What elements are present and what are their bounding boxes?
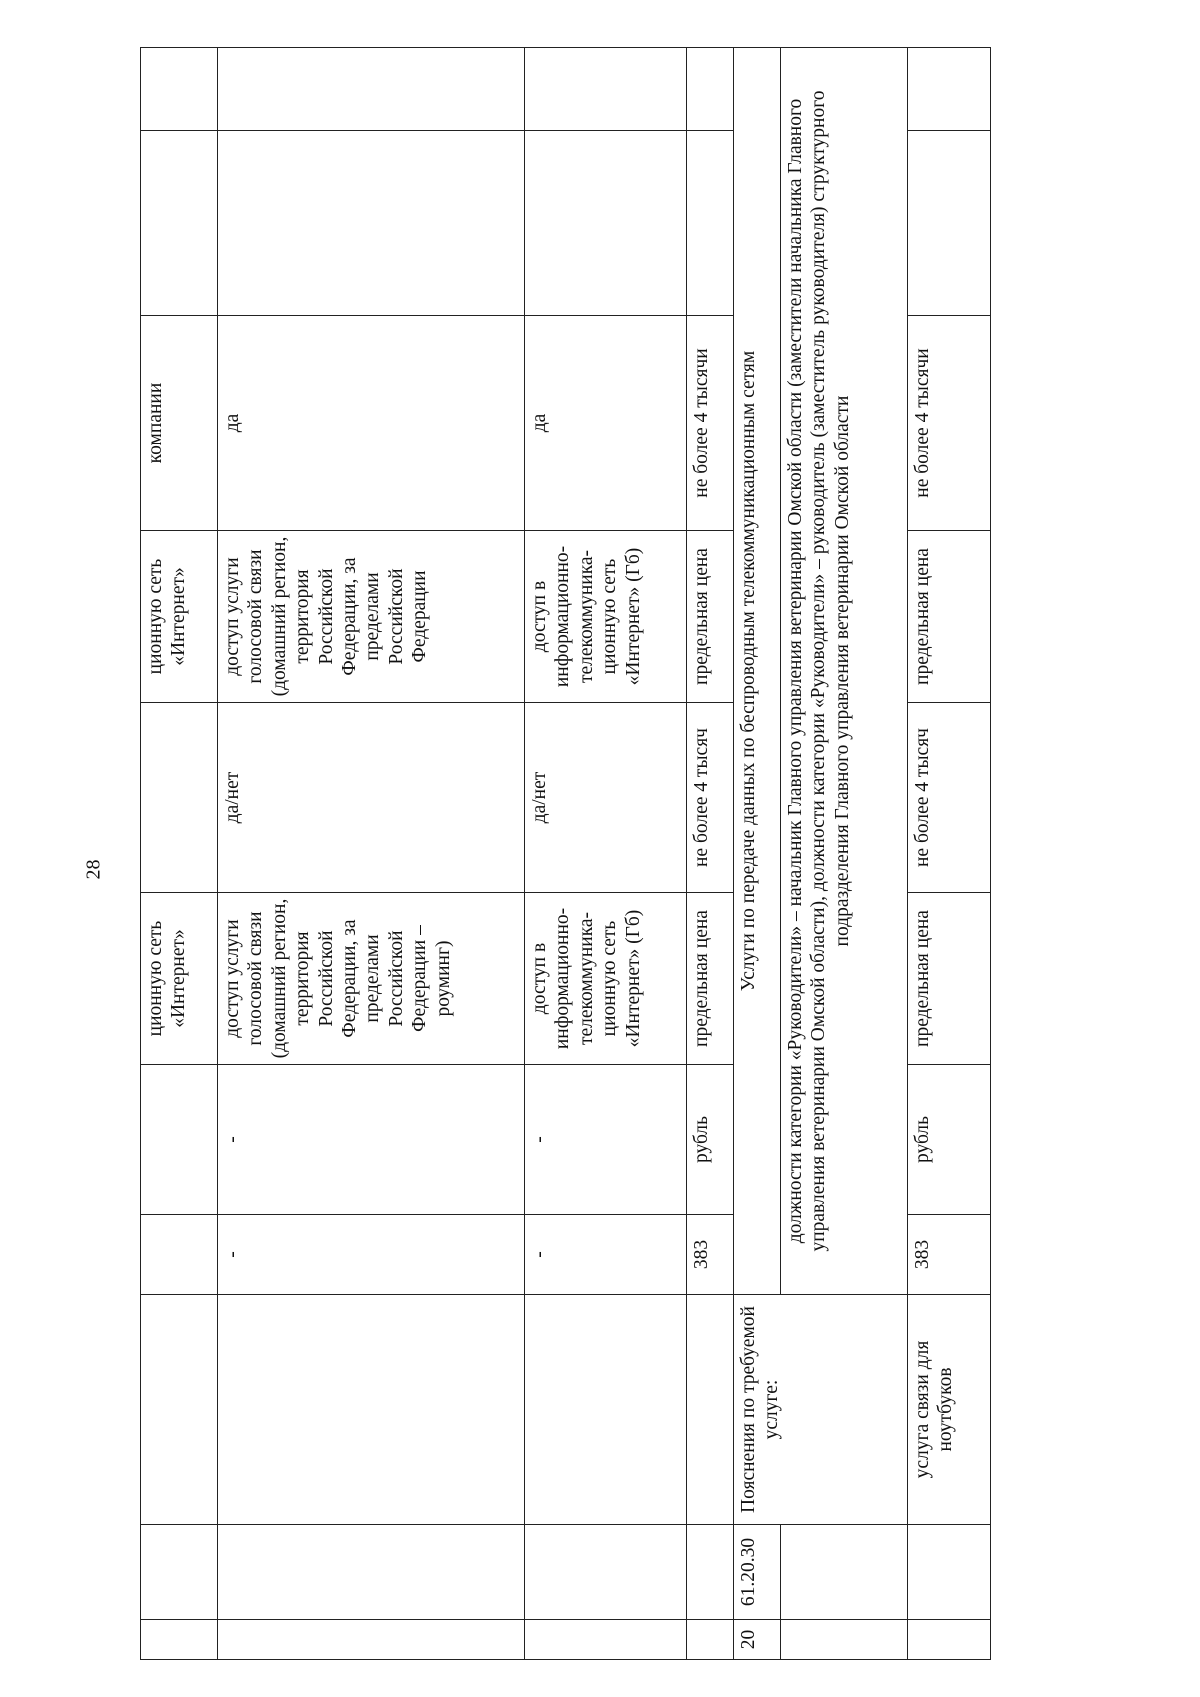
column-head: компании (141, 316, 218, 531)
rotated-table-page (140, 48, 1048, 1660)
table-row (734, 48, 781, 1660)
table-cell: не более 4 тысячи (908, 316, 991, 531)
table-cell: предельная цена (908, 893, 991, 1065)
column-head: ционную сеть «Интернет» (141, 893, 218, 1065)
page-number: 28 (82, 859, 105, 880)
column-head: ционную сеть «Интернет» (141, 531, 218, 703)
specification-table (140, 47, 991, 1660)
table-cell: не более 4 тысячи (687, 316, 734, 531)
table-cell: предельная цена (908, 531, 991, 703)
table-cell: да (525, 316, 687, 531)
table-cell: не более 4 тысяч (908, 703, 991, 893)
position-categories: должности категории «Руководители» – начальник Главного управления ветеринарии Омской области (заместители начальника Главного управления ветеринарии Омской области), должности категории «Руководители» – руководитель (заместитель руководителя) структурного подразделения Главного управления ветеринарии Омской области (781, 48, 908, 1295)
table-cell: - (525, 1065, 687, 1215)
table-row (218, 48, 525, 1660)
table-cell: да (218, 316, 525, 531)
table-cell: рубль (908, 1065, 991, 1215)
table-cell: предельная цена (687, 893, 734, 1065)
table-row (687, 48, 734, 1660)
table-cell: рубль (687, 1065, 734, 1215)
row-number: 20 (734, 1620, 781, 1660)
table-row (141, 48, 218, 1660)
table-cell: доступ в информационно-телекоммуника-ционную сеть «Интернет» (Гб) (525, 531, 687, 703)
table-cell: 383 (908, 1215, 991, 1295)
table-cell: да/нет (525, 703, 687, 893)
table-cell: - (525, 1215, 687, 1295)
service-title: Услуги по передаче данных по беспроводным телекоммуникационным сетям (734, 48, 781, 1295)
table-cell: - (218, 1065, 525, 1215)
table-cell: доступ услуги голосовой связи (домашний регион, территория Российской Федерации, за пределами Российской Федерации – роуминг) (218, 893, 525, 1065)
table-cell: - (218, 1215, 525, 1295)
table-cell: да/нет (218, 703, 525, 893)
explanation-label: Пояснения по требуемой услуге: (734, 1295, 908, 1525)
table-cell: доступ в информационно-телекоммуника-ционную сеть «Интернет» (Гб) (525, 893, 687, 1065)
table-cell: предельная цена (687, 531, 734, 703)
table-row (525, 48, 687, 1660)
laptop-service-label: услуга связи для ноутбуков (908, 1295, 991, 1525)
table-cell: не более 4 тысяч (687, 703, 734, 893)
okpd-code: 61.20.30 (734, 1525, 781, 1620)
table-cell: 383 (687, 1215, 734, 1295)
table-cell: доступ услуги голосовой связи (домашний регион, территория Российской Федерации, за пределами Российской Федерации (218, 531, 525, 703)
table-row (908, 48, 991, 1660)
